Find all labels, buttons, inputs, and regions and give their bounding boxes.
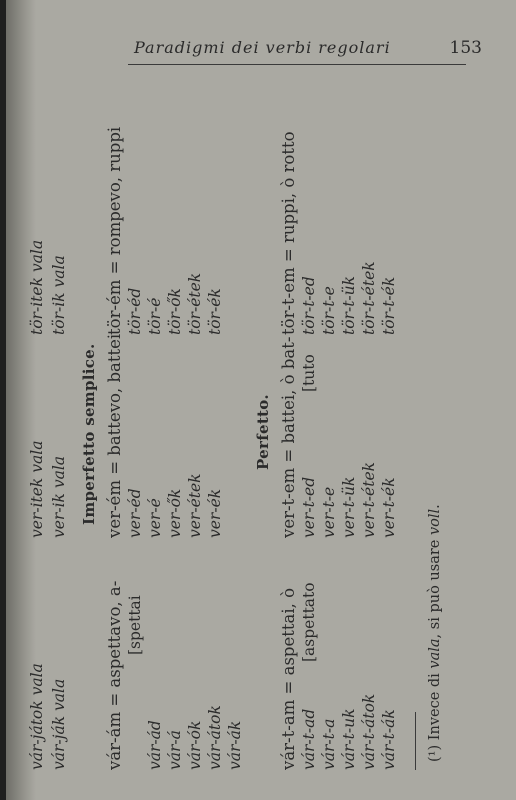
text-line: tör-t-e xyxy=(320,286,338,335)
text-line: ver-ik vala xyxy=(50,455,68,538)
text-line: vár-ád xyxy=(146,720,164,770)
text-line: ver-ék xyxy=(206,488,224,538)
text-line: ver-itek vala xyxy=(28,440,46,538)
text-line: ver-t-em = battei, ò bat- xyxy=(279,336,298,538)
text-line: vár-t-ad xyxy=(300,708,318,770)
text-line: ver-éd xyxy=(126,488,144,538)
text-line: ver-t-ed xyxy=(300,476,318,538)
text-line: tör-t-ed xyxy=(300,276,318,335)
footnote-word-1: vala xyxy=(427,638,443,669)
text-line: tör-t-em = ruppi, ò rotto xyxy=(279,131,298,335)
footnote-prefix: Invece di xyxy=(427,673,443,741)
footnote-middle: , si può usare xyxy=(427,539,443,639)
text-line: tör-ém = rompevo, ruppi xyxy=(105,126,124,335)
footnote-marker: (¹) xyxy=(427,744,443,762)
text-line: vár-ák xyxy=(226,720,244,770)
running-header xyxy=(134,38,458,64)
text-line: vár-játok vala xyxy=(28,663,46,770)
text-line: ver-t-étek xyxy=(360,461,378,538)
text-line: tör-t-ük xyxy=(340,275,358,335)
footnote-end: . xyxy=(427,504,443,509)
text-line: vár-á xyxy=(166,730,184,770)
text-line: ver-t-e xyxy=(320,486,338,538)
text-line: tör-t-étek xyxy=(360,261,378,335)
rotated-text-body xyxy=(26,126,476,770)
text-line: ver-é xyxy=(146,498,164,538)
text-line: tör-ék xyxy=(206,288,224,335)
text-line: ver-ém = battevo, battei xyxy=(105,333,124,538)
footnote-rule xyxy=(415,712,416,770)
text-line: tör-étek xyxy=(186,272,204,335)
text-line: [spettai xyxy=(126,595,144,655)
text-line: vár-t-a xyxy=(320,718,338,770)
section-heading-perfetto: Perfetto. xyxy=(254,394,272,470)
text-line: vár-ók xyxy=(186,720,204,770)
text-line: tör-ők xyxy=(166,288,184,335)
section-heading-imperfetto: Imperfetto semplice. xyxy=(80,343,98,525)
text-line: vár-t-uk xyxy=(340,708,358,770)
footnote-word-2: voll xyxy=(427,508,443,536)
text-line: [tuto xyxy=(300,354,318,392)
header-rule xyxy=(128,64,466,65)
text-line: vár-ják vala xyxy=(50,678,68,770)
text-line: ver-étek xyxy=(186,473,204,538)
text-line: ver-t-ük xyxy=(340,476,358,538)
text-line: tör-t-ék xyxy=(380,276,398,335)
text-line: vár-t-ák xyxy=(380,709,398,770)
text-line: tör-é xyxy=(146,297,164,335)
text-line: [aspettato xyxy=(300,582,318,662)
text-line: ver-ők xyxy=(166,488,184,538)
text-line: vár-t-am = aspettai, ò xyxy=(279,587,298,770)
book-page xyxy=(6,0,516,800)
text-line: tör-itek vala xyxy=(28,239,46,335)
text-line: vár-t-átok xyxy=(360,693,378,770)
text-line: vár-átok xyxy=(206,705,224,770)
footnote xyxy=(424,504,446,762)
text-line: vár-ám = aspettavo, a- xyxy=(105,580,124,770)
text-line: tör-éd xyxy=(126,287,144,335)
text-line: tör-ik vala xyxy=(50,255,68,335)
running-header-title: Paradigmi dei verbi regolari xyxy=(134,38,391,57)
page-number: 153 xyxy=(449,38,482,58)
text-line: ver-t-ék xyxy=(380,477,398,538)
